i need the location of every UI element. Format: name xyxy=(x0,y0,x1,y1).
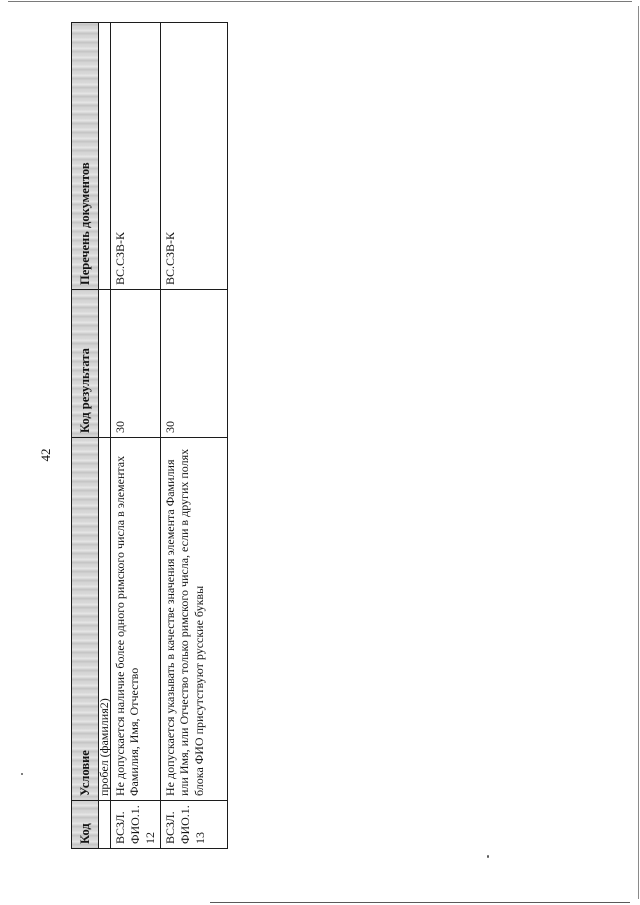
header-result-code: Код результата xyxy=(72,290,99,438)
cell-code: ВСЗЛ.ФИО.1.12 xyxy=(111,801,161,849)
scan-border-bottom xyxy=(210,902,630,903)
page-number: 42 xyxy=(38,448,53,462)
header-documents: Перечень документов xyxy=(72,23,99,290)
rotated-table-container xyxy=(71,59,226,849)
cell-code xyxy=(99,801,111,849)
cell-result-code: 30 xyxy=(111,290,161,438)
cell-result-code xyxy=(99,290,111,438)
cell-documents: ВС.СЗВ-К xyxy=(161,23,228,290)
scan-border-top xyxy=(8,1,632,2)
cell-documents xyxy=(99,23,111,290)
cell-documents: ВС.СЗВ-К xyxy=(111,23,161,290)
cell-condition: пробел (фамилия2) xyxy=(99,438,111,801)
header-code: Код xyxy=(72,801,99,849)
conditions-table xyxy=(71,22,228,849)
table-row-continuation xyxy=(99,23,111,849)
scan-speck xyxy=(21,773,23,775)
scan-speck xyxy=(487,855,489,858)
scan-border-right xyxy=(638,6,639,899)
table-row xyxy=(111,23,161,849)
table-row xyxy=(161,23,228,849)
cell-result-code: 30 xyxy=(161,290,228,438)
cell-condition: Не допускается указывать в качестве значения элемента Фамилия или Имя, или Отчество только римского числа, если в других полях блока ФИО присутствуют русские буквы xyxy=(161,438,228,801)
cell-condition: Не допускается наличие более одного римского числа в элементах Фамилия, Имя, Отчество xyxy=(111,438,161,801)
table-header-row xyxy=(72,23,99,849)
cell-code: ВСЗЛ.ФИО.1.13 xyxy=(161,801,228,849)
header-condition: Условие xyxy=(72,438,99,801)
